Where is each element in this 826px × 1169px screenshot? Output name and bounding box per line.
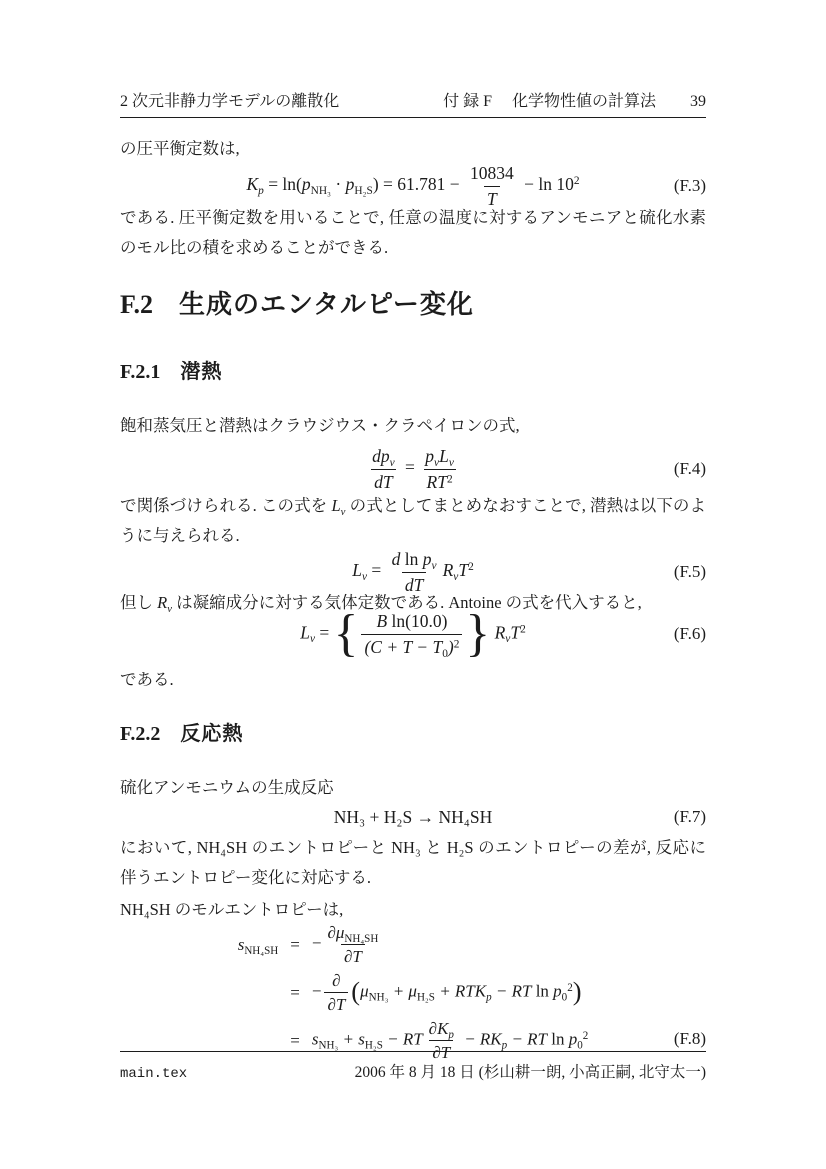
math-token: B <box>376 611 388 632</box>
math-token: d <box>391 549 401 570</box>
math-token: の式としてまとめなおすことで, 潜熱は以下のように与えられる. <box>120 496 707 545</box>
math-sup: 2 <box>582 1029 589 1042</box>
math-token: = ln( <box>263 174 302 195</box>
math-sub: v <box>434 457 440 470</box>
subsection-number: F.2.2 <box>120 723 161 745</box>
math-sup: 2 <box>567 981 573 994</box>
math-sub: NH₄SH <box>344 932 379 945</box>
math-token <box>371 469 395 491</box>
math-token: − RK <box>459 1029 502 1049</box>
fraction <box>422 447 457 491</box>
math-sub: p <box>448 1028 454 1041</box>
paragraph-after-f3: である. 圧平衡定数を用いることで, 任意の温度に対するアンモニアと硫化水素のモル比の積を求めることができる. <box>120 208 706 257</box>
equation-number-f7: (F.7) <box>673 807 706 827</box>
math-token: T <box>510 622 521 643</box>
footer-date-authors: 2006 年 8 月 18 日 (杉山耕一朗, 小高正嗣, 北守太一) <box>354 1064 706 1081</box>
math-sub: v <box>309 632 316 645</box>
equation-f4 <box>120 443 706 495</box>
math-token: s <box>237 935 245 954</box>
math-token: (C + T − T <box>364 636 443 657</box>
fraction <box>467 164 517 208</box>
equation-number-f4: (F.4) <box>673 459 706 479</box>
math-sub: p <box>486 991 492 1004</box>
math-token: − RT <box>382 1029 423 1049</box>
math-token: ∂T <box>432 1043 451 1062</box>
math-sub: v <box>505 632 511 645</box>
right-paren: ) <box>572 977 582 1007</box>
equals-sign: = <box>290 935 300 954</box>
fraction <box>324 972 348 1013</box>
math-token: 但し <box>120 593 158 612</box>
math-sub: H₂S <box>416 991 435 1004</box>
math-sup: 2 <box>573 175 580 188</box>
math-token: ∂T <box>343 947 362 966</box>
math-sub: 0 <box>577 1039 583 1052</box>
paragraph-lead: の圧平衡定数は, <box>120 139 240 158</box>
f8-row1-rhs <box>312 924 384 965</box>
math-sup: 2 <box>468 561 474 574</box>
math-token: μ <box>360 981 369 1001</box>
equation-number-f3: (F.3) <box>673 176 706 196</box>
math-token: ∂T <box>327 995 346 1014</box>
equation-f6 <box>120 606 706 662</box>
text-column <box>120 88 706 1088</box>
subsection-title: 潜熱 <box>180 361 223 383</box>
math-token: = <box>319 622 330 643</box>
math-token: s <box>311 1029 319 1049</box>
math-token: p <box>345 174 355 195</box>
math-token: で関係づけられる. この式を <box>120 496 332 515</box>
subsection-heading-f21 <box>120 361 706 384</box>
math-token: dp <box>372 446 390 467</box>
math-sub: v <box>448 457 454 470</box>
math-token: + s <box>338 1029 365 1049</box>
math-sup: 2 <box>446 472 453 485</box>
math-token: p <box>301 174 311 195</box>
math-sub: v <box>453 570 459 583</box>
math-token: p <box>425 446 435 467</box>
math-token: は凝縮成分に対する気体定数である. Antoine の式を代入すると, <box>171 593 642 612</box>
math-token: = <box>371 560 382 581</box>
math-token: L <box>352 560 362 581</box>
subsection-heading-f22 <box>120 723 706 746</box>
equals-sign: = <box>290 1031 300 1050</box>
math-token: ∂ <box>332 971 341 990</box>
math-token: p <box>568 1029 578 1049</box>
math-token <box>426 1020 457 1040</box>
math-token: K <box>246 174 259 195</box>
page-number: 39 <box>690 93 706 110</box>
appendix-label: 付 録 F <box>443 93 492 110</box>
math-token <box>369 447 398 468</box>
math-token: 10834 <box>470 163 514 184</box>
math-sub: v <box>340 505 346 518</box>
equation-f4-body <box>366 447 460 491</box>
math-sub: v <box>167 602 172 615</box>
math-sub: H₂S <box>364 1039 383 1052</box>
fraction <box>361 611 462 660</box>
math-token: ∂K <box>428 1019 449 1038</box>
paragraph-after-f6: である. <box>120 670 174 689</box>
running-head-chapter: 2 次元非静力学モデルの離散化 <box>120 93 340 110</box>
math-token: dT <box>404 574 424 595</box>
math-sub: 0 <box>561 991 568 1004</box>
fraction <box>369 447 398 491</box>
math-token: ∂μ <box>327 923 345 942</box>
math-sub: H₂S <box>354 184 373 197</box>
math-token: T <box>487 188 497 209</box>
math-token: L <box>439 446 449 467</box>
running-head <box>120 88 706 118</box>
equation-f3-body <box>246 164 579 208</box>
section-number: F.2 <box>120 290 153 319</box>
running-head-right <box>443 88 706 111</box>
math-sup: 2 <box>453 637 460 650</box>
section-title: 生成のエンタルピー変化 <box>179 289 474 319</box>
math-token: − RT <box>491 981 532 1001</box>
footer-filename: main.tex <box>120 1066 188 1082</box>
math-sub: 0 <box>442 647 448 660</box>
right-brace: } <box>465 604 491 662</box>
math-token: R <box>157 593 168 612</box>
paragraph-after-f4 <box>120 491 706 551</box>
math-token: + μ <box>388 981 417 1001</box>
math-token: ln <box>547 1029 569 1049</box>
subsection-number: F.2.1 <box>120 361 161 383</box>
equation-f6-body <box>300 604 526 662</box>
math-token: = <box>405 457 415 478</box>
math-token <box>324 924 381 944</box>
paragraph-f22-intro: 硫化アンモニウムの生成反応 <box>120 778 334 797</box>
math-token: − <box>311 933 322 953</box>
math-sub: v <box>361 570 368 583</box>
math-token: ln(10.0) <box>387 611 448 632</box>
page-footer <box>120 1051 706 1082</box>
equation-f8 <box>120 924 706 1061</box>
math-sub: NH₃ <box>310 184 331 197</box>
equation-f7 <box>120 802 706 832</box>
equals-sign: = <box>290 983 300 1002</box>
math-token: L <box>300 622 310 643</box>
math-token <box>389 550 440 571</box>
left-brace: { <box>333 604 359 662</box>
math-token: L <box>331 496 341 515</box>
math-token: R <box>494 622 506 643</box>
math-sub: NH₃ <box>368 991 389 1004</box>
math-token <box>373 612 450 633</box>
running-head-section: 化学物性値の計算法 <box>511 93 656 110</box>
math-token <box>424 469 456 491</box>
section-heading-f2 <box>120 290 706 320</box>
math-sub: p <box>501 1039 508 1052</box>
paragraph-mol-entropy: NH₄SH のモルエントロピーは, <box>120 900 344 919</box>
math-token: − ln 10 <box>519 174 574 195</box>
paragraph-after-f7: において, NH₄SH のエントロピーと NH₃ と H₂S のエントロピーの差が, 反応に伴うエントロピー変化に対応する. <box>120 838 706 887</box>
fraction <box>324 924 381 965</box>
equation-number-f5: (F.5) <box>673 562 706 582</box>
subsection-title: 反応熱 <box>180 723 244 745</box>
math-token: dT <box>374 471 393 492</box>
math-sub: NH₄SH <box>244 944 279 957</box>
math-token: ) = 61.781 − <box>372 174 465 195</box>
math-token: RT <box>426 471 447 492</box>
math-token: ) <box>447 636 454 657</box>
math-token: R <box>442 560 454 581</box>
math-token <box>422 447 457 468</box>
math-token: T <box>458 560 469 581</box>
math-token: − RT <box>507 1029 547 1049</box>
math-token: p <box>553 981 562 1001</box>
f8-row2-rhs <box>312 972 582 1013</box>
math-token <box>341 944 365 965</box>
math-token <box>324 992 348 1013</box>
math-token: + RTK <box>434 981 487 1001</box>
math-token: ln <box>531 981 554 1001</box>
math-token <box>361 634 462 660</box>
math-sub: v <box>431 560 437 573</box>
math-sub: p <box>258 184 264 197</box>
math-token: · <box>331 174 346 195</box>
math-sup: 2 <box>520 623 526 636</box>
math-token: p <box>422 549 432 570</box>
f8-lhs <box>237 935 279 957</box>
equation-number-f6: (F.6) <box>673 624 706 644</box>
equation-number-f8: (F.8) <box>673 1029 706 1048</box>
math-token: ln <box>400 549 423 570</box>
left-paren: ( <box>351 977 361 1007</box>
chemical-formula: NH₃ + H₂S → NH₄SH <box>333 806 493 827</box>
paragraph-f21-intro: 飽和蒸気圧と潜熱はクラウジウス・クラペイロンの式, <box>120 416 520 435</box>
math-token <box>329 972 343 992</box>
math-token: − <box>311 981 322 1001</box>
math-sub: NH₃ <box>318 1039 339 1052</box>
math-sub: v <box>389 457 395 470</box>
